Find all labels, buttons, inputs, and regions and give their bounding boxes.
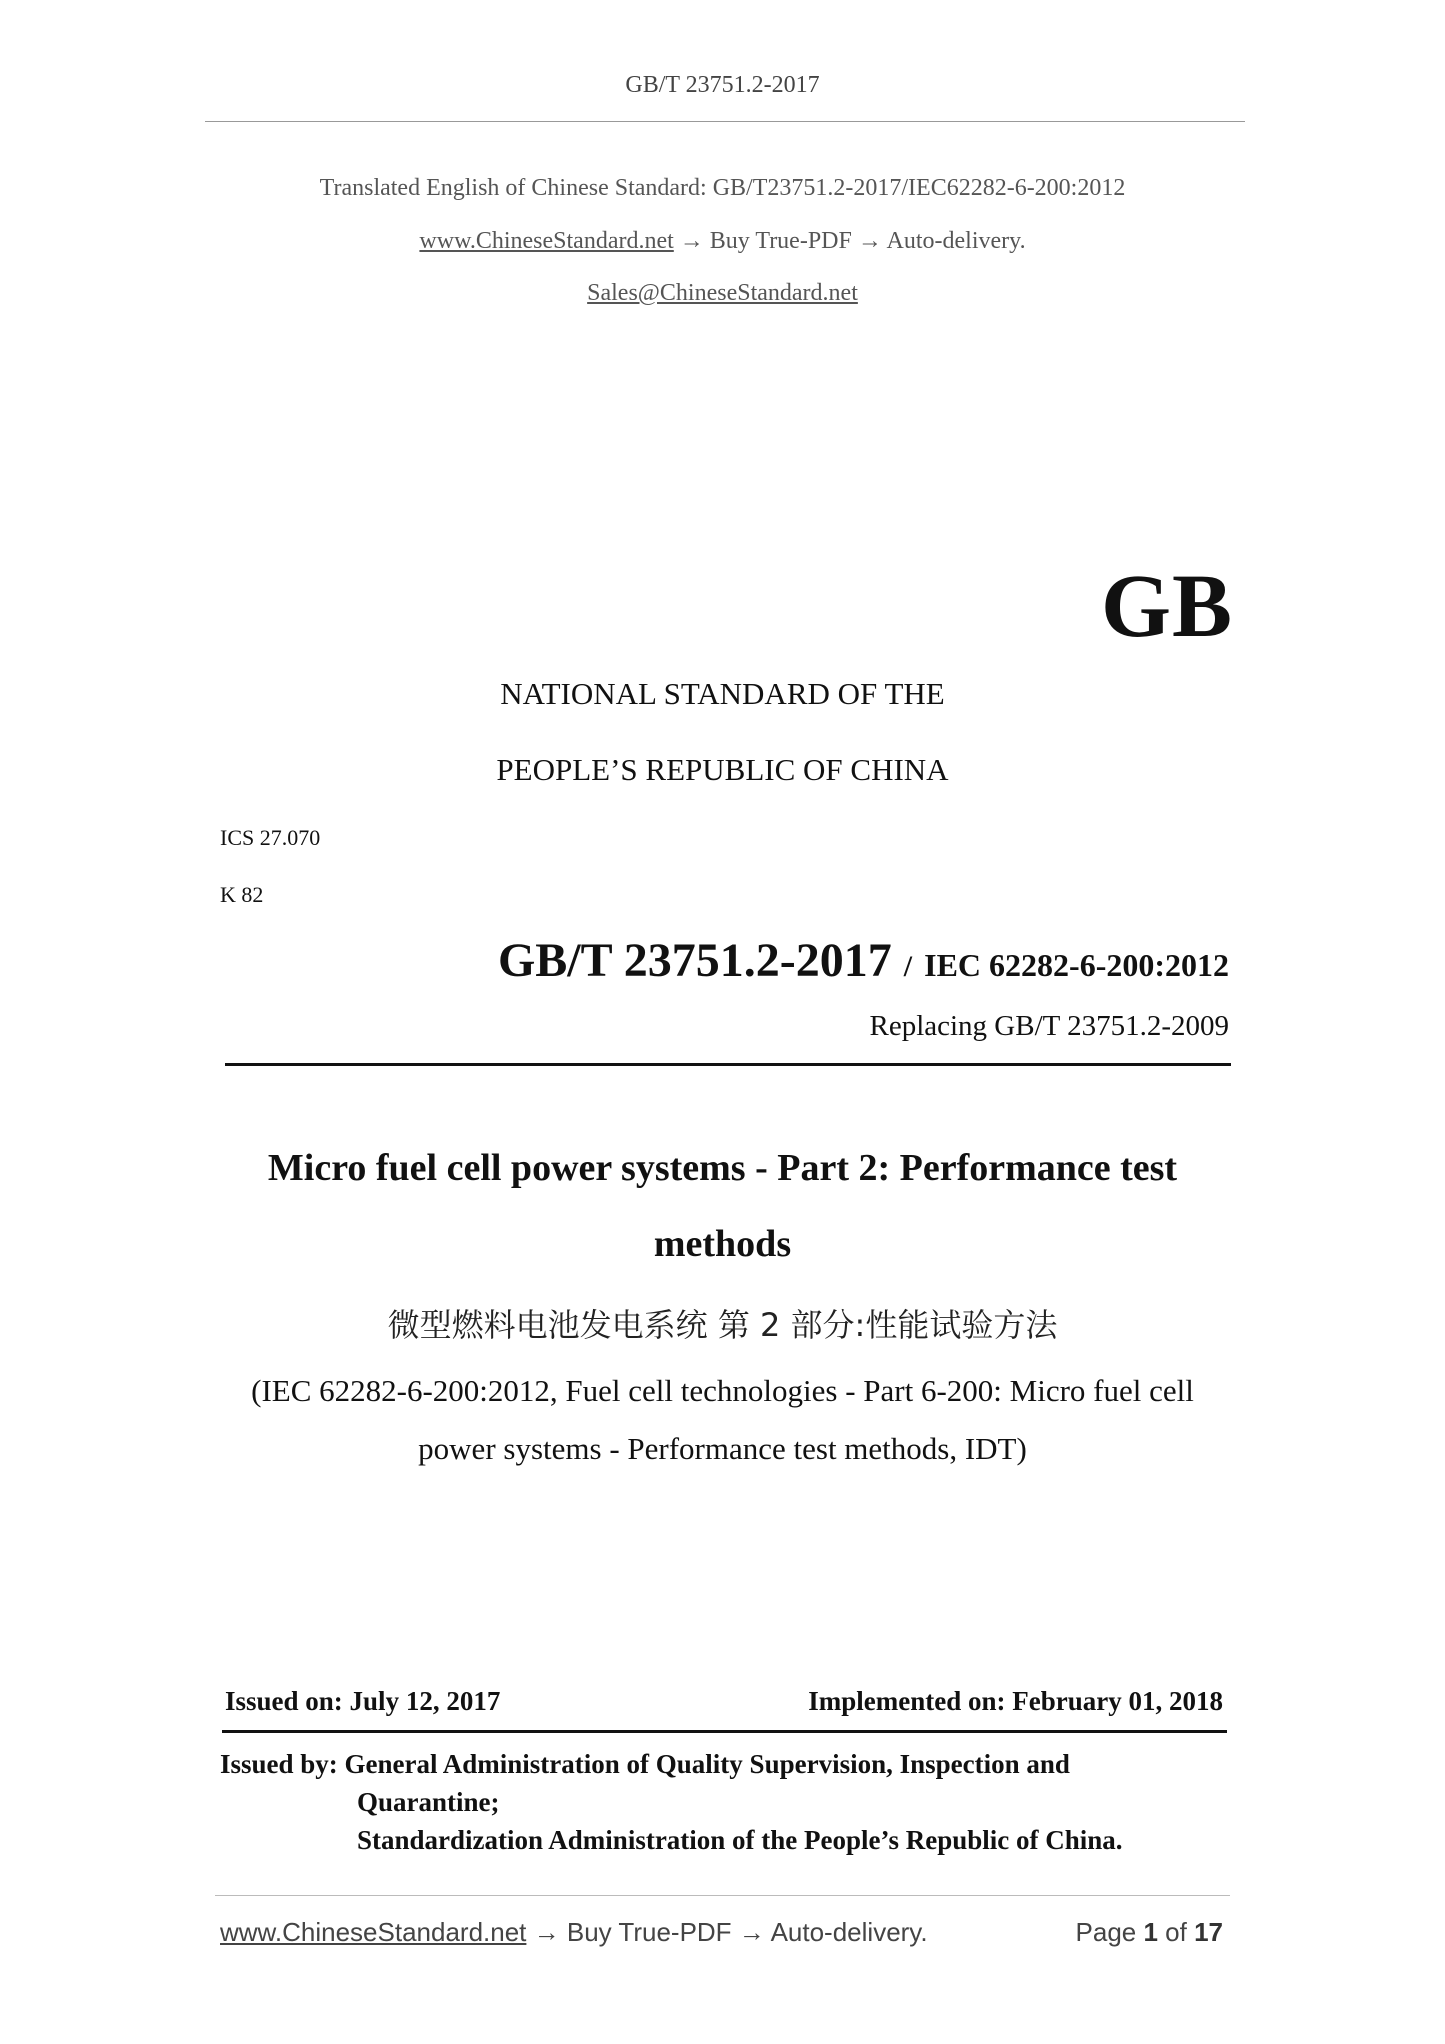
footer-divider (215, 1895, 1230, 1896)
dates-divider (222, 1730, 1227, 1733)
standard-number: GB/T 23751.2-2017 (497, 934, 892, 987)
replacing-note: Replacing GB/T 23751.2-2009 (869, 1010, 1229, 1042)
gb-logo: GB (1100, 557, 1233, 656)
page-current: 1 (1143, 1917, 1158, 1947)
standard-separator: / (903, 950, 913, 983)
site-link[interactable]: www.ChineseStandard.net (419, 228, 674, 254)
translation-notice: Translated English of Chinese Standard: GB/T23751.2-2017/IEC62282-6-200:2012 (319, 175, 1126, 201)
issuer-line3: Standardization Administration of the People’s Republic of China. (357, 1825, 1123, 1855)
issuer-block (220, 1745, 1123, 1859)
implemented-on-date: Implemented on: February 01, 2018 (808, 1686, 1223, 1716)
issuer-line2: Quarantine; (357, 1787, 500, 1817)
national-standard-line2: PEOPLE’S REPUBLIC OF CHINA (496, 752, 949, 787)
issuer-line1: General Administration of Quality Supervision, Inspection and (344, 1749, 1070, 1779)
iec-number: IEC 62282-6-200:2012 (924, 947, 1229, 983)
title-line2: methods (653, 1223, 792, 1265)
standard-number-line (498, 933, 1229, 988)
footer-purchase-line (220, 1917, 928, 1948)
iec-reference-line1: (IEC 62282-6-200:2012, Fuel cell technologies - Part 6-200: Micro fuel cell (251, 1373, 1194, 1408)
iec-reference-line2: power systems - Performance test methods, IDT) (418, 1431, 1027, 1466)
title-line1: Micro fuel cell power systems - Part 2: Performance test (267, 1147, 1178, 1189)
document-title (0, 1130, 1445, 1282)
ccs-code: K 82 (220, 882, 264, 907)
sales-line (0, 280, 1445, 307)
issued-on-date: Issued on: July 12, 2017 (225, 1686, 501, 1716)
footer-delivery-text: → Buy True-PDF → Auto-delivery. (526, 1917, 928, 1947)
title-divider (225, 1063, 1231, 1066)
footer-site-link[interactable]: www.ChineseStandard.net (220, 1917, 527, 1947)
purchase-line (0, 228, 1445, 255)
iec-reference (0, 1362, 1445, 1478)
ics-code: ICS 27.070 (220, 825, 321, 850)
chinese-title: 微型燃料电池发电系统 第 2 部分:性能试验方法 (387, 1306, 1058, 1344)
page-total: 17 (1194, 1917, 1223, 1947)
of-label: of (1157, 1917, 1195, 1947)
running-header: GB/T 23751.2-2017 (625, 72, 820, 98)
delivery-text: → Buy True-PDF → Auto-delivery. (673, 228, 1026, 254)
page-label: Page (1075, 1917, 1144, 1947)
page-indicator (1076, 1917, 1223, 1948)
issuer-label: Issued by: (220, 1749, 345, 1779)
sales-email-link[interactable]: Sales@ChineseStandard.net (587, 280, 858, 306)
header-divider (205, 121, 1245, 122)
national-standard-line1: NATIONAL STANDARD OF THE (500, 676, 945, 711)
